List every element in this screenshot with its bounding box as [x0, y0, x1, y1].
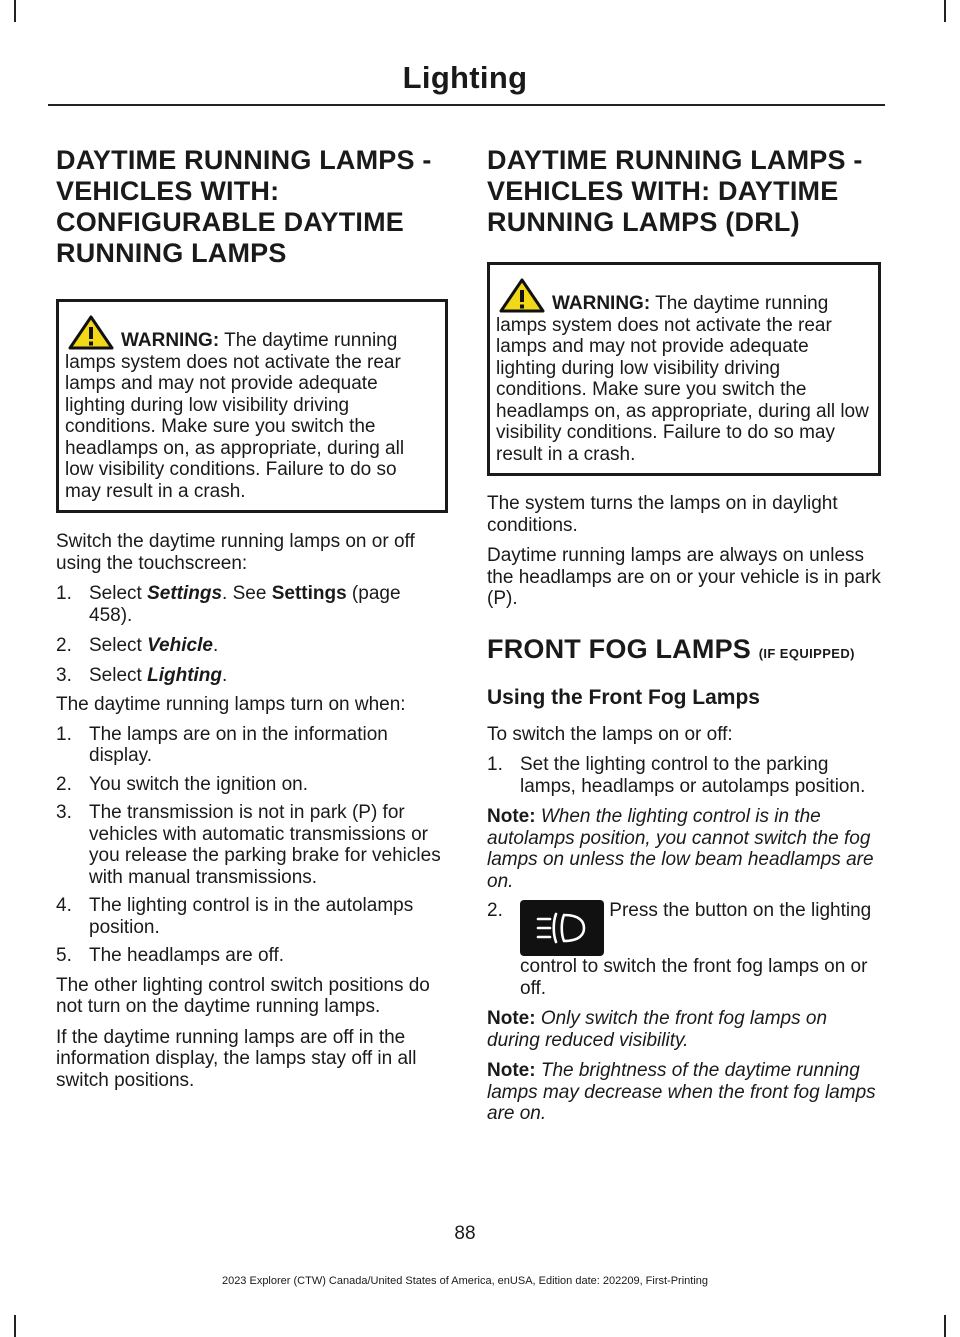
warning-triangle-icon	[498, 277, 546, 313]
warning-paragraph	[496, 277, 870, 465]
section-heading-fog-lamps	[487, 634, 881, 669]
list-item	[56, 724, 448, 767]
step-text: . See	[222, 583, 272, 604]
edition-footer: 2023 Explorer (CTW) Canada/United States of America, enUSA, Edition date: 202209, First-Printing	[221, 1275, 709, 1287]
header-divider	[48, 104, 885, 106]
list-number: 3.	[56, 802, 72, 823]
list-number: 1.	[487, 754, 503, 775]
front-fog-lamp-icon	[520, 900, 604, 956]
fog-steps-list-continued	[487, 900, 881, 999]
warning-paragraph	[65, 314, 437, 502]
warning-triangle-icon	[67, 314, 115, 350]
list-item	[56, 774, 448, 796]
condition-text: The lighting control is in the autolamps position.	[89, 895, 414, 938]
list-item	[487, 900, 881, 999]
list-item	[56, 583, 448, 626]
paragraph-daylight: The system turns the lamps on in daylight conditions.	[487, 493, 838, 536]
right-column	[487, 145, 881, 1125]
crop-mark-top-left	[14, 0, 16, 22]
list-item	[56, 802, 448, 888]
note-autolamps	[487, 806, 881, 892]
list-item	[56, 895, 448, 938]
list-number: 3.	[56, 664, 72, 686]
fog-heading-text: FRONT FOG LAMPS	[487, 633, 751, 664]
paragraph-other-positions: The other lighting control switch positions do not turn on the daytime running lamps.	[56, 974, 430, 1017]
warning-label: WARNING:	[552, 293, 651, 314]
list-number: 1.	[56, 583, 72, 604]
list-number: 2.	[487, 900, 503, 921]
crop-mark-bottom-right	[944, 1315, 946, 1337]
page-header-title: Lighting	[402, 60, 528, 95]
fog-steps-list	[487, 754, 881, 797]
step-text: Select	[89, 635, 148, 656]
step-text: Set the lighting control to the parking lamps, headlamps or autolamps position.	[520, 754, 866, 797]
list-item	[56, 945, 448, 967]
intro-paragraph: Switch the daytime running lamps on or off using the touchscreen:	[56, 531, 415, 574]
left-column	[56, 145, 448, 1091]
step-text: .	[212, 635, 219, 656]
note-brightness	[487, 1060, 881, 1125]
list-number: 2.	[56, 773, 72, 795]
cross-reference-link[interactable]: Settings	[271, 583, 347, 604]
equipment-qualifier: (IF EQUIPPED)	[758, 645, 855, 661]
menu-term: Settings	[147, 583, 223, 604]
paragraph-lamps-off: If the daytime running lamps are off in the information display, the lamps stay off in all switch positions.	[56, 1026, 417, 1091]
section-heading-configurable-drl: DAYTIME RUNNING LAMPS - VEHICLES WITH: CONFIGURABLE DAYTIME RUNNING LAMPS	[56, 145, 432, 268]
turn-on-intro: The daytime running lamps turn on when:	[56, 694, 406, 715]
condition-text: The headlamps are off.	[89, 945, 285, 966]
condition-text: The transmission is not in park (P) for vehicles with automatic transmissions or you release the parking brake for vehicles with manual transmissions.	[89, 802, 441, 888]
warning-box	[487, 262, 881, 476]
list-item	[56, 665, 448, 687]
step-text: (page 458).	[89, 583, 401, 626]
warning-box	[56, 299, 448, 513]
list-number: 4.	[56, 895, 72, 916]
step-text: Select	[89, 583, 148, 604]
list-number: 5.	[56, 945, 72, 966]
note-text: The brightness of the daytime running lamps may decrease when the front fog lamps are on.	[487, 1060, 876, 1124]
note-text: When the lighting control is in the autolamps position, you cannot switch the fog lamps on unless the low beam headlamps are on.	[487, 806, 874, 892]
step-text: Select	[89, 664, 148, 686]
warning-text: The daytime running lamps system does not activate the rear lamps and may not provide adequate lighting during low visibility driving conditions. Make sure you switch the headlamps on, as appropriate, during all low visibility conditions. Failure to do so may result in a crash.	[496, 293, 869, 465]
note-label: Note:	[487, 1008, 536, 1029]
warning-text: The daytime running lamps system does not activate the rear lamps and may not provide adequate lighting during low visibility driving conditions. Make sure you switch the headlamps on, as appropriate, during all low visibility conditions. Failure to do so may result in a crash.	[65, 330, 405, 502]
warning-label: WARNING:	[121, 330, 220, 351]
list-number: 1.	[56, 723, 72, 745]
step-text: Press the button on the lighting control to switch the front fog lamps on or off.	[520, 900, 872, 999]
note-reduced-visibility	[487, 1008, 881, 1051]
note-label: Note:	[487, 1060, 536, 1081]
crop-mark-top-right	[944, 0, 946, 22]
fog-intro: To switch the lamps on or off:	[487, 723, 733, 745]
list-number: 2.	[56, 635, 72, 656]
crop-mark-bottom-left	[14, 1315, 16, 1337]
list-item	[56, 635, 448, 657]
condition-text: You switch the ignition on.	[89, 773, 309, 795]
list-item	[487, 754, 881, 797]
section-heading-drl: DAYTIME RUNNING LAMPS - VEHICLES WITH: DAYTIME RUNNING LAMPS (DRL)	[487, 145, 863, 237]
step-text: .	[222, 664, 228, 686]
menu-term: Lighting	[147, 664, 223, 686]
paragraph-always-on: Daytime running lamps are always on unless the headlamps are on or your vehicle is in park (P).	[487, 545, 881, 609]
subheading-using-fog-lamps: Using the Front Fog Lamps	[487, 685, 760, 709]
note-text: Only switch the front fog lamps on during reduced visibility.	[487, 1008, 828, 1051]
settings-steps-list	[56, 583, 448, 686]
conditions-list	[56, 724, 448, 967]
note-label: Note:	[487, 806, 536, 827]
condition-text: The lamps are on in the information display.	[89, 723, 388, 766]
page-number: 88	[454, 1223, 476, 1244]
menu-term: Vehicle	[147, 635, 213, 656]
